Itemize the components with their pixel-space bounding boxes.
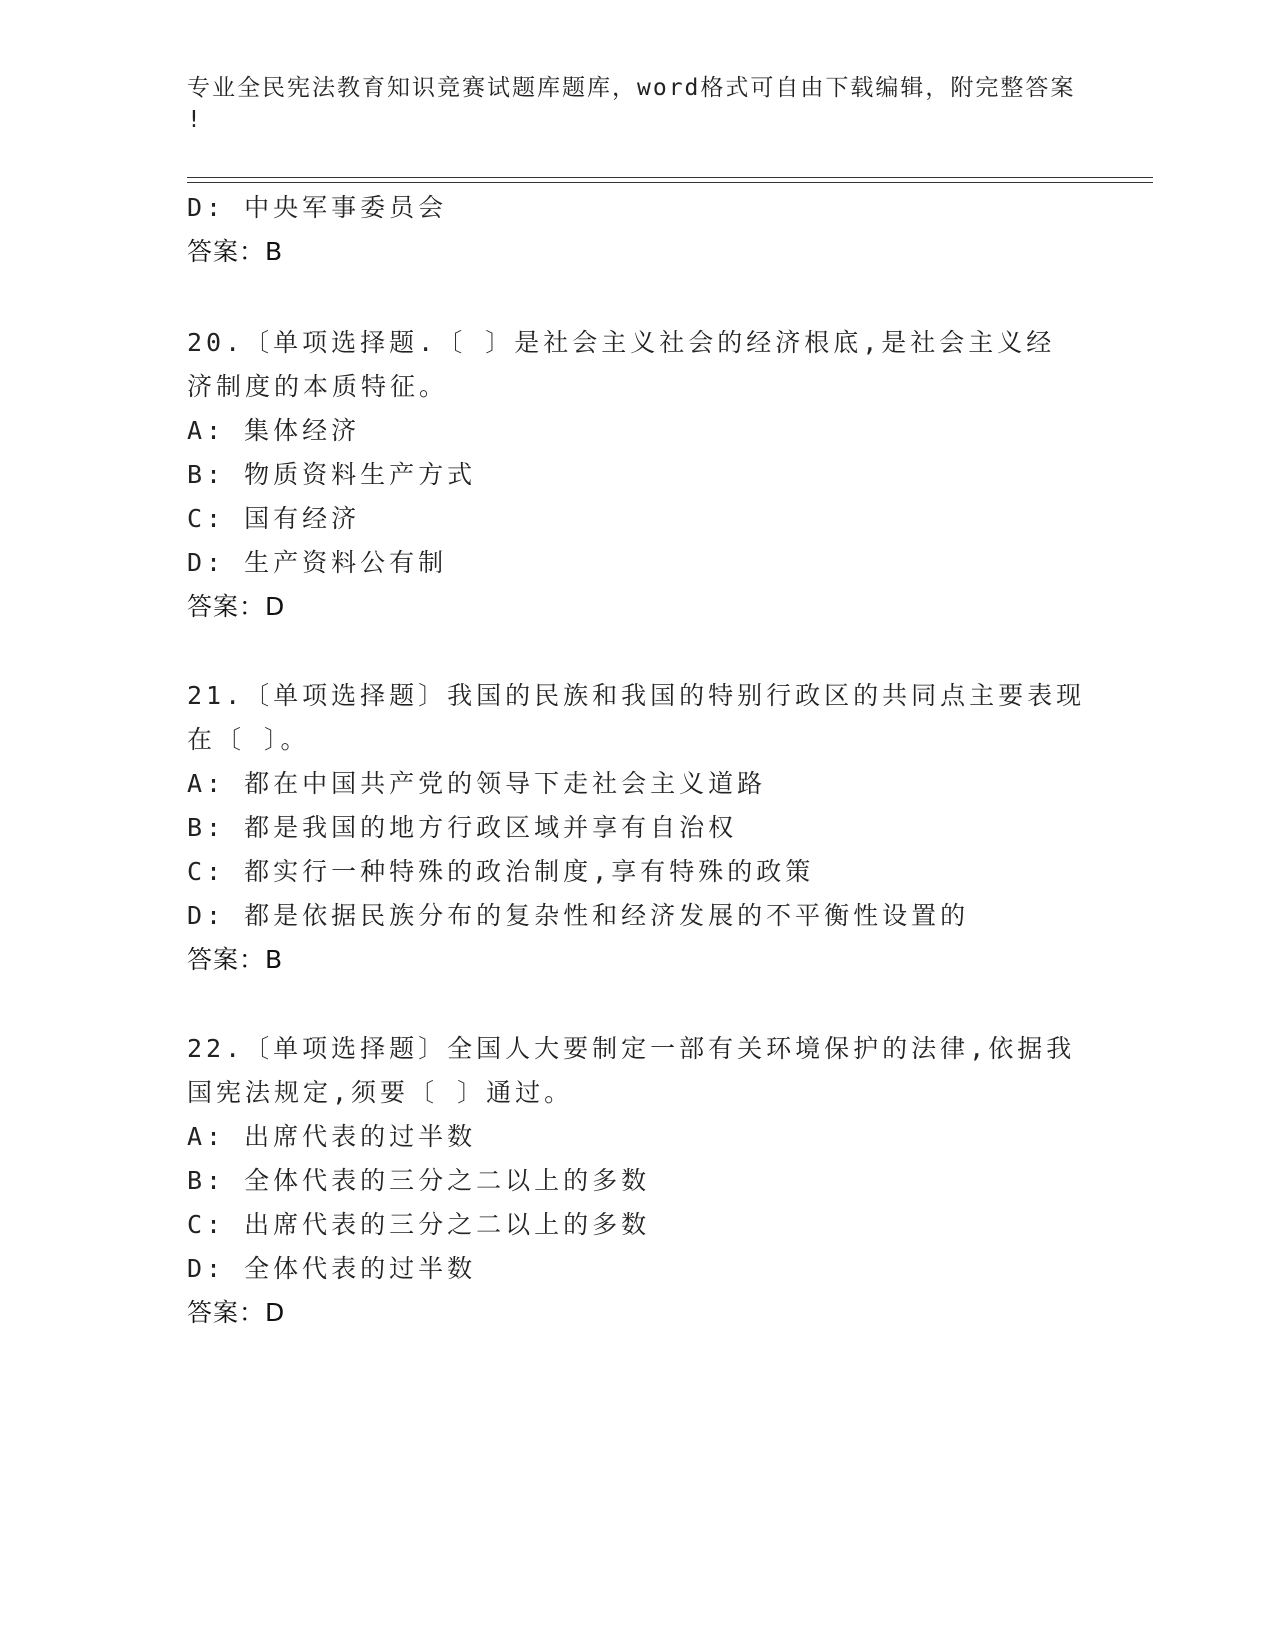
- option-a: A: 出席代表的过半数: [187, 1122, 477, 1151]
- option-a: A: 集体经济: [187, 416, 361, 445]
- header-divider-bottom: [187, 182, 1153, 183]
- option-d: D: 生产资料公有制: [187, 548, 448, 577]
- option-a: A: 都在中国共产党的领导下走社会主义道路: [187, 769, 767, 798]
- answer-line: 答案：D: [187, 592, 286, 621]
- header-title-end: !: [187, 107, 203, 133]
- answer-line: 答案：B: [187, 945, 284, 974]
- option-d: D: 中央军事委员会: [187, 193, 448, 222]
- document-header: [187, 72, 1087, 136]
- question-stem: 20.〔单项选择题.〔 〕是社会主义社会的经济根底,是社会主义经: [187, 328, 1056, 357]
- option-c: C: 国有经济: [187, 504, 361, 533]
- header-divider-top: [187, 177, 1153, 178]
- answer-line: 答案：D: [187, 1298, 286, 1327]
- question-stem: 21.〔单项选择题〕我国的民族和我国的特别行政区的共同点主要表现: [187, 681, 1086, 710]
- option-d: D: 全体代表的过半数: [187, 1254, 477, 1283]
- option-d: D: 都是依据民族分布的复杂性和经济发展的不平衡性设置的: [187, 901, 970, 930]
- question-stem-continued: 济制度的本质特征。: [187, 372, 449, 401]
- header-title: 专业全民宪法教育知识竞赛试题库题库，word格式可自由下载编辑，附完整答案: [187, 75, 1076, 101]
- question-stem: 22.〔单项选择题〕全国人大要制定一部有关环境保护的法律,依据我: [187, 1034, 1076, 1063]
- option-b: B: 全体代表的三分之二以上的多数: [187, 1166, 651, 1195]
- option-c: C: 都实行一种特殊的政治制度,享有特殊的政策: [187, 857, 815, 886]
- question-stem-continued: 国宪法规定,须要〔 〕通过。: [187, 1078, 574, 1107]
- option-b: B: 物质资料生产方式: [187, 460, 477, 489]
- answer-line: 答案：B: [187, 237, 284, 266]
- option-b: B: 都是我国的地方行政区域并享有自治权: [187, 813, 738, 842]
- option-c: C: 出席代表的三分之二以上的多数: [187, 1210, 651, 1239]
- question-stem-continued: 在〔 〕。: [187, 725, 310, 754]
